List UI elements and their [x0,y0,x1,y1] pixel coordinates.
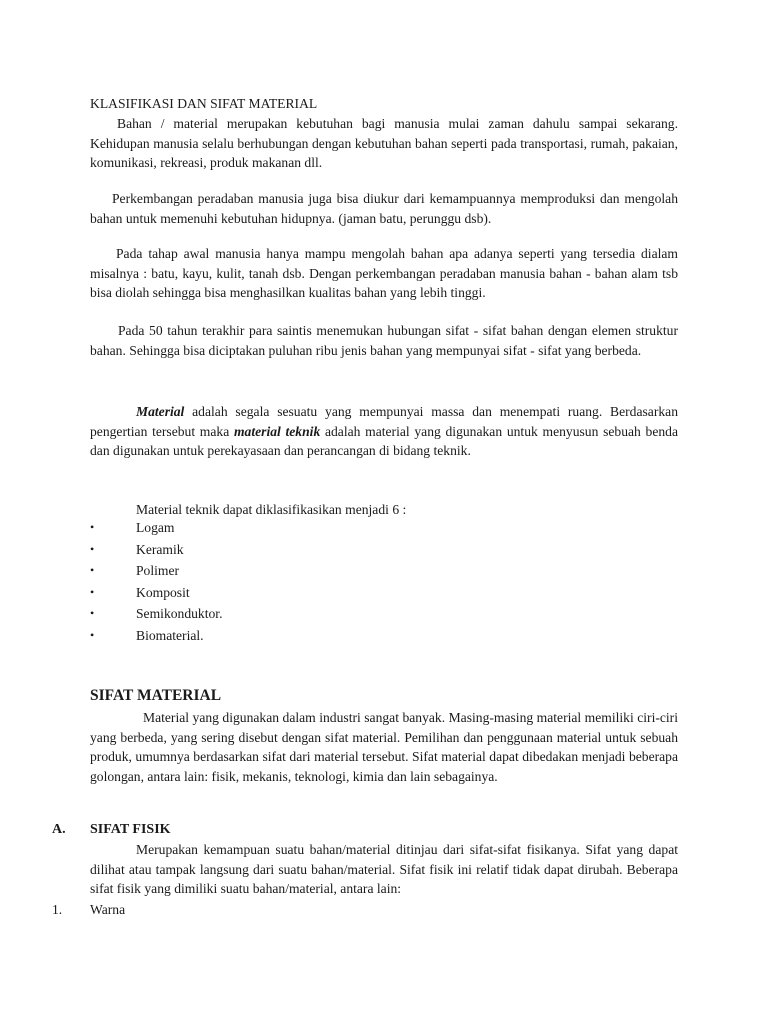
paragraph-sifat-fisik: Merupakan kemampuan suatu bahan/material ditinjau dari sifat-sifat fisikanya. Sifat yang dapat dilihat atau tampak langsung dari suatu bahan/material. Sifat fisik ini relatif tidak dapat dirubah. Beberapa sifat fisik yang dimiliki suatu bahan/material, antara lain: [90,842,678,897]
bullet-icon: • [90,541,95,556]
term-material: Material [136,404,185,419]
subsection-title: SIFAT FISIK [90,822,171,837]
paragraph-intro: Bahan / material merupakan kebutuhan bagi manusia mulai zaman dahulu sampai sekarang. Kehidupan manusia selalu berhubungan dengan kebutuhan bahan seperti pada transportasi, rumah, pakaian, komunikasi, rekreasi, produk makanan dll. [90,116,678,171]
paragraph-scientists: Pada 50 tahun terakhir para saintis menemukan hubungan sifat - sifat bahan dengan elemen struktur bahan. Sehingga bisa diciptakan puluhan ribu jenis bahan yang mempunyai sifat - sifat yang berbeda. [90,323,678,358]
term-material-teknik: material teknik [233,423,321,439]
numbered-item-label: 1. [52,902,63,917]
list-intro: Material teknik dapat diklasifikasikan menjadi 6 : [136,502,407,517]
definition-text-1: adalah segala sesuatu yang mempunyai massa dan menempati ruang. Berdasarkan pengertian tersebut maka [90,404,678,439]
section-heading: SIFAT MATERIAL [90,687,222,704]
subsection-heading [52,822,171,838]
paragraph-civilization: Perkembangan peradaban manusia juga bisa diukur dari kemampuannya memproduksi dan mengolah bahan untuk memenuhi kebutuhan hidupnya. (jaman batu, perunggu dsb). [90,191,678,226]
document-title: KLASIFIKASI DAN SIFAT MATERIAL [90,96,318,111]
bullet-icon: • [90,606,95,621]
paragraph-sifat-material: Material yang digunakan dalam industri sangat banyak. Masing-masing material memiliki ciri-ciri yang berbeda, yang sering disebut dengan sifat material. Pemilihan dan penggunaan material untuk sebuah produk, umumnya berdasarkan sifat dari material tersebut. Sifat material dapat dibedakan menjadi beberapa golongan, antara lain: fisik, mekanis, teknologi, kimia dan lain sebagainya. [90,710,678,784]
bullet-icon: • [90,627,95,642]
subsection-letter: A. [52,822,66,837]
definition-text-2: adalah material yang digunakan untuk menyusun sebuah benda dan digunakan untuk perekayasaan dan perancangan di bidang teknik. [90,423,678,459]
numbered-item [52,900,125,920]
bullet-icon: • [90,520,95,534]
numbered-item-text: Warna [90,902,126,917]
bullet-icon: • [90,584,95,599]
paragraph-definition [90,402,678,461]
bullet-icon: • [90,563,95,578]
paragraph-early-stage: Pada tahap awal manusia hanya mampu mengolah bahan apa adanya seperti yang tersedia dialam misalnya : batu, kayu, kulit, tanah dsb. Dengan perkembangan peradaban manusia bahan - bahan alam tsb bisa diolah sehingga bisa menghasilkan kualitas bahan yang lebih tinggi. [90,246,678,301]
document-page: KLASIFIKASI DAN SIFAT MATERIAL Bahan / material merupakan kebutuhan bagi manusia mulai zaman dahulu sampai sekarang. Kehidupan manusia selalu berhubungan dengan kebutuhan bahan seperti pada transportasi, rumah, pakaian, komunikasi, rekreasi, produk makanan dll. Perkembangan peradaban manusia juga bisa diukur dari kemampuannya memproduksi dan mengolah bahan untuk memenuhi kebutuhan hidupnya. (jaman batu, perunggu dsb). Pada tahap awal manusia hanya mampu mengolah bahan apa adanya seperti yang tersedia dialam misalnya : batu, kayu, kulit, tanah dsb. Dengan perkembangan peradaban manusia bahan - bahan alam tsb bisa diolah sehingga bisa menghasilkan kualitas bahan yang lebih tinggi. Pada 50 tahun terakhir para saintis menemukan hubungan sifat - sifat bahan dengan elemen struktur bahan. Sehingga bisa diciptakan puluhan ribu jenis bahan yang mempunyai sifat - sifat yang berbeda. Material adalah segala sesuatu yang mempunyai massa dan menempati ruang. Berdasarkan pengertian tersebut maka material teknik adalah material yang digunakan untuk menyusun sebuah benda dan digunakan untuk perekayasaan dan perancangan di bidang teknik. Material teknik dapat diklasifikasikan menjadi 6 : • Logam • Keramik • Polimer • Komposit • Semikonduktor. • Biomaterial. SIFAT MATERIAL Material yang digunakan dalam industri sangat banyak. Masing-masing material memiliki ciri-ciri yang berbeda, yang sering disebut dengan sifat material. Pemilihan dan penggunaan material untuk sebuah produk, umumnya berdasarkan sifat dari material tersebut. Sifat material dapat dibedakan menjadi beberapa golongan, antara lain: fisik, mekanis, teknologi, kimia dan lain sebagainya. A. SIFAT FISIK Merupakan kemampuan suatu bahan/material ditinjau dari sifat-sifat fisikanya. Sifat yang dapat dilihat atau tampak langsung dari suatu bahan/material. Sifat fisik ini relatif tidak dapat dirubah. Beberapa sifat fisik yang dimiliki suatu bahan/material, antara lain: 1. Warna [0,0,768,1024]
